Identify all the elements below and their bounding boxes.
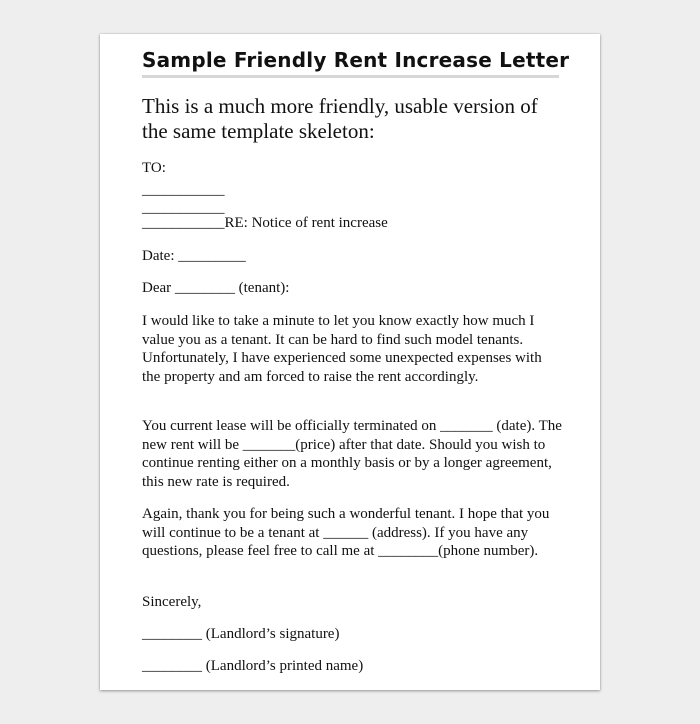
- salutation: Dear ________ (tenant):: [142, 280, 290, 296]
- title-divider: [142, 75, 559, 78]
- printed-name-line: ________ (Landlord’s printed name): [142, 658, 364, 674]
- paragraph-value-tenant: I would like to take a minute to let you know exactly how much I value you as a tenant. It can be hard to find such model tenants. Unfortunately, I have experienced some unexpected expenses with the property and am forced to raise the rent accordingly.: [142, 313, 542, 385]
- address-line-2: ___________: [142, 200, 225, 216]
- address-line-3-re: ___________RE: Notice of rent increase: [142, 215, 388, 231]
- paragraph-thank-you: Again, thank you for being such a wonderful tenant. I hope that you will continue to be a tenant at ______ (address). If you have any questions, please feel free to call me at ________(phone number).: [142, 506, 550, 559]
- address-line-1: ___________: [142, 182, 225, 198]
- intro-text: This is a much more friendly, usable version of the same template skeleton:: [142, 94, 538, 143]
- to-label: TO:: [142, 160, 166, 176]
- signature-line: ________ (Landlord’s signature): [142, 626, 340, 642]
- closing: Sincerely,: [142, 594, 202, 610]
- letter-title: Sample Friendly Rent Increase Letter: [142, 48, 570, 72]
- letter-page: [100, 34, 600, 690]
- paragraph-lease-termination: You current lease will be officially terminated on _______ (date). The new rent will be _______(price) after that date. Should you wish to continue renting either on a monthly basis or by a longer agreement, this new rate is required.: [142, 418, 562, 490]
- date-line: Date: _________: [142, 248, 246, 264]
